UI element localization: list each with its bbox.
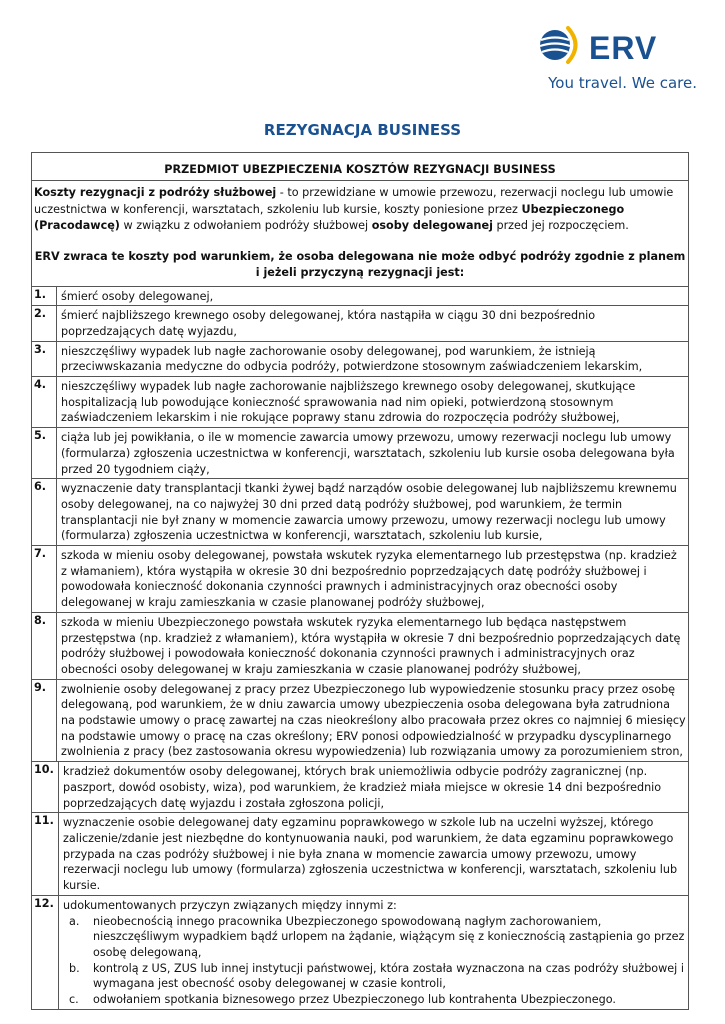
item-text: nieszczęśliwy wypadek lub nagłe zachorowanie osoby delegowanej, pod warunkiem, że istnieją przeciwwskazania medyczne do odbycia podróży, potwierdzone stosownym zaświadczeniem lekarskim, xyxy=(61,344,643,374)
table-row xyxy=(32,287,688,307)
item-number: 4. xyxy=(32,377,57,427)
table-row xyxy=(32,546,688,613)
erv-logo xyxy=(537,24,697,96)
sub-item-text: odwołaniem spotkania biznesowego przez Ubezpieczonego lub kontrahenta Ubezpieczonego. xyxy=(93,993,616,1007)
table-row xyxy=(32,896,688,1009)
item-text: szkoda w mieniu osoby delegowanej, powstała wskutek ryzyka elementarnego lub przestępstwa (np. kradzież z włamaniem), która wystąpiła w okresie 30 dni bezpośrednio poprzedzających datę podróży służbowej i powodowała konieczność dokonania czynności prawnych i administracyjnych oraz obecności osoby delegowanej w kraju zamieszkania w czasie planowanej podróży służbowej, xyxy=(61,549,677,610)
item-text: zwolnienie osoby delegowanej z pracy przez Ubezpieczonego lub wypowiedzenie stosunku pracy przez osobę delegowaną, pod warunkiem, że w dniu zawarcia umowy ubezpieczenia osoba delegowana była zatrudniona na podstawie umowy o pracę zawartej na czas nieokreślony albo pracowała przez okres co najmniej 6 miesięcy na podstawie umowy o pracę na czas określony; ERV ponosi odpowiedzialność w przypadku dyscyplinarnego zwolnienia z pracy (bez zastosowania okresu wypowiedzenia) lub rozwiązania umowy za porozumieniem stron, xyxy=(61,682,686,759)
item-number: 6. xyxy=(32,479,57,545)
coverage-table xyxy=(31,152,689,1010)
table-row xyxy=(32,680,688,763)
item-number: 9. xyxy=(32,680,57,762)
item-number: 10. xyxy=(32,762,59,812)
intro-term: Koszty rezygnacji z podróży służbowej xyxy=(34,186,277,199)
item-number: 12. xyxy=(32,896,59,1009)
item-number: 2. xyxy=(32,306,57,340)
intro-insured: Ubezpieczonego (Pracodawcę) xyxy=(34,202,625,232)
item-text: ciąża lub jej powikłania, o ile w momencie zawarcia umowy przewozu, umowy rezerwacji noclegu lub umowy (formularza) zgłoszenia uczestnictwa w konferencji, warsztatach, szkoleniu lub kursie osoba delegowana była przed 20 tygodniem ciąży, xyxy=(61,431,675,476)
sub-item-letter: c. xyxy=(69,993,79,1007)
item-number: 11. xyxy=(32,813,59,895)
sub-item-letter: a. xyxy=(69,914,80,928)
table-row xyxy=(32,613,688,680)
item-text: wyznaczenie daty transplantacji tkanki żywej bądź narządów osobie delegowanej lub najbliższemu krewnemu osoby delegowanej, na co najwyżej 30 dni przed datą podróży służbowej, pod warunkiem, że termin transplantacji nie był znany w momencie zawarcia umowy przewozu, umowy rezerwacji noclegu lub umowy (formularza) zgłoszenia uczestnictwa w konferencji, warsztatach, szkoleniu lub kursie, xyxy=(61,482,677,543)
item-number: 5. xyxy=(32,428,57,478)
item-number: 1. xyxy=(32,287,57,306)
item-text: kradzież dokumentów osoby delegowanej, których brak uniemożliwia odbycie podróży zagranicznej (np. paszport, dowód osobisty, wiza), pod warunkiem, że kradzież miała miejsce w okresie 14 dni bezpośrednio poprzedzających datę wyjazdu i została zgłoszona policji, xyxy=(63,765,662,810)
item-text: udokumentowanych przyczyn związanych między innymi z: xyxy=(63,898,397,912)
item-text: śmierć osoby delegowanej, xyxy=(61,289,214,303)
table-row xyxy=(32,342,688,377)
sub-item xyxy=(63,992,686,1008)
globe-icon xyxy=(537,24,585,68)
sub-item xyxy=(63,961,686,992)
intro-section xyxy=(32,181,688,287)
sub-item-text: kontrolą z US, ZUS lub innej instytucji państwowej, która została wyznaczona na czas podróży służbowej i wymagana jest obecność osoby delegowanej w czasie kontroli, xyxy=(93,961,684,991)
item-text: wyznaczenie osobie delegowanej daty egzaminu poprawkowego w szkole lub na uczelni wyższej, którego zaliczenie/zdanie jest niezbędne do kontynuowania nauki, pod warunkiem, że data egzaminu poprawkowego przypada na czas podróży służbowej i nie była znana w momencie zawarcia umowy przewozu, umowy rezerwacji noclegu lub umowy (formularza) zgłoszenia uczestnictwa w konferencji, warsztatach, szkoleniu lub kursie. xyxy=(63,816,678,893)
item-text: śmierć najbliższego krewnego osoby delegowanej, która nastąpiła w ciągu 30 dni bezpośrednio poprzedzających datę wyjazdu, xyxy=(61,309,596,338)
item-number: 7. xyxy=(32,546,57,612)
table-row xyxy=(32,813,688,896)
logo-text: ERV xyxy=(589,30,658,66)
intro-text-3: przed jej rozpoczęciem. xyxy=(492,219,629,232)
item-number: 3. xyxy=(32,342,57,376)
intro-delegated: osoby delegowanej xyxy=(371,219,493,232)
sub-item xyxy=(63,914,686,961)
sub-item-text: nieobecnością innego pracownika Ubezpieczonego spowodowaną nagłym zachorowaniem, nieszczęśliwym wypadkiem bądź urlopem na żądanie, wiążącym się z koniecznością zastąpienia go przez osobę delegowaną, xyxy=(93,914,685,959)
item-text: nieszczęśliwy wypadek lub nagłe zachorowanie najbliższego krewnego osoby delegowanej, skutkujące hospitalizacją lub powodujące konieczność sprawowania nad nim opieki, potwierdzoną stosownym zaświadczeniem lekarskim i nie rokujące poprawy stanu zdrowia do rozpoczęcia podróży służbowej, xyxy=(61,380,636,425)
table-row xyxy=(32,762,688,813)
item-text: szkoda w mieniu Ubezpieczonego powstała wskutek ryzyka elementarnego lub będąca następstwem przestępstwa (np. kradzież z włamaniem), która wystąpiła w okresie 7 dni bezpośrednio poprzedzających datę podróży służbowej i powodowała konieczność dokonania czynności prawnych i administracyjnych oraz obecności osoby delegowanej w kraju zamieszkania w czasie planowanej podróży służbowej, xyxy=(61,615,681,676)
table-row xyxy=(32,377,688,428)
sub-item-letter: b. xyxy=(69,961,80,975)
conditions-text: ERV zwraca te koszty pod warunkiem, że osoba delegowana nie może odbyć podróży zgodnie z planem i jeżeli przyczyną rezygnacji jest: xyxy=(34,249,686,279)
intro-text-2: w związku z odwołaniem podróży służbowej xyxy=(119,219,372,232)
tagline: You travel. We care. xyxy=(548,74,697,92)
intro-definition xyxy=(34,185,686,235)
table-header: PRZEDMIOT UBEZPIECZENIA KOSZTÓW REZYGNACJI BUSINESS xyxy=(32,153,688,181)
table-row xyxy=(32,428,688,479)
intro-text-1: - to przewidziane w umowie przewozu, rezerwacji noclegu lub umowie uczestnictwa w konferencji, warsztatach, szkoleniu lub kursie, koszty poniesione przez xyxy=(34,186,674,216)
item-number: 8. xyxy=(32,613,57,679)
item-text-group xyxy=(59,896,688,1009)
table-row xyxy=(32,306,688,341)
table-row xyxy=(32,479,688,546)
page-title: REZYGNACJA BUSINESS xyxy=(263,121,462,139)
